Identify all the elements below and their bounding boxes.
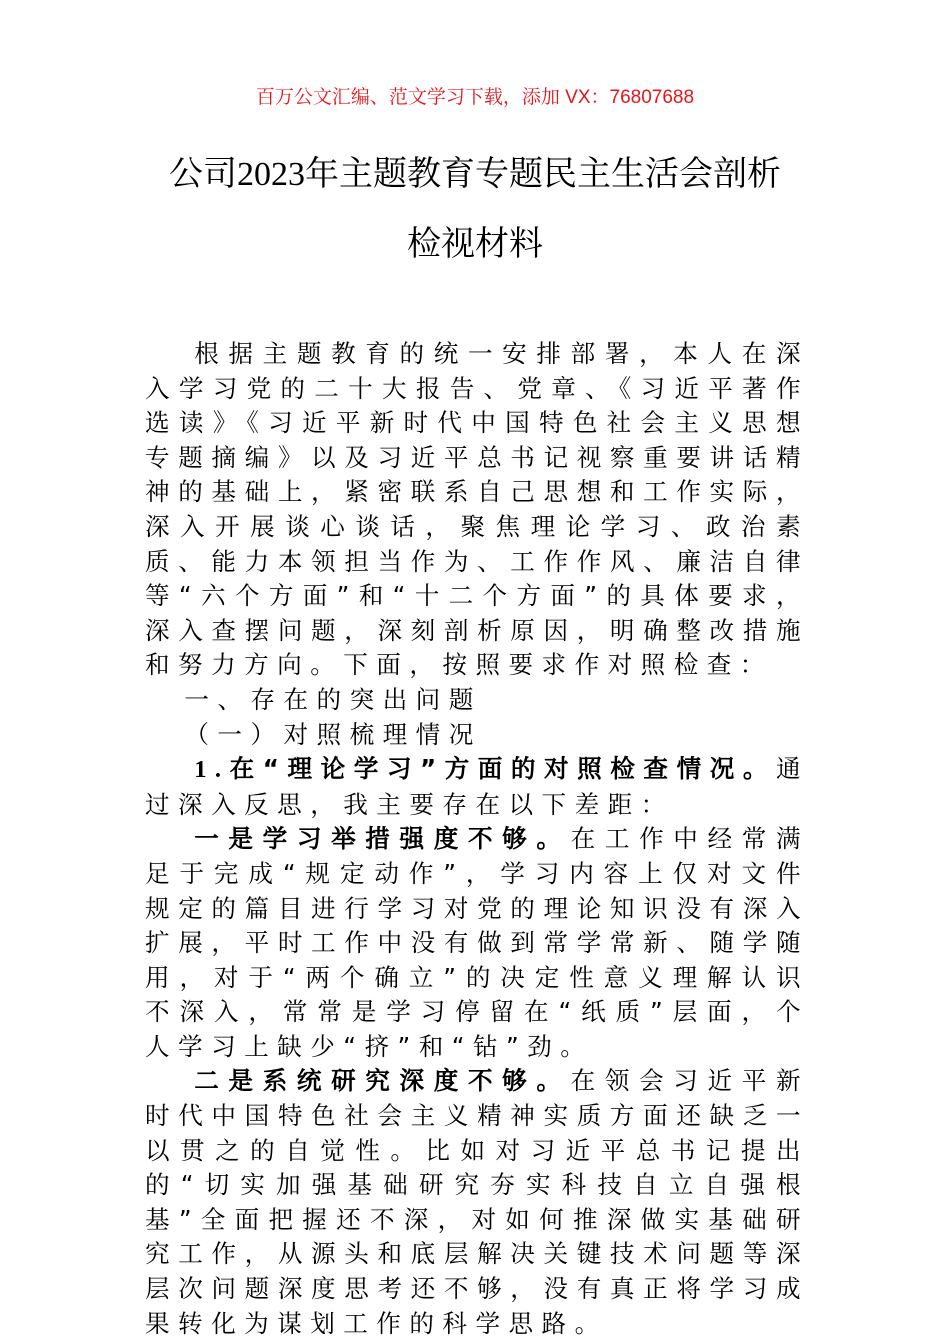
section-1-paragraph xyxy=(145,752,809,822)
section-text: 通过深入反思，我主要存在以下差距： xyxy=(145,754,809,819)
point-2-paragraph xyxy=(145,1064,809,1341)
document-body xyxy=(145,337,809,1341)
point-1-paragraph xyxy=(145,822,809,1064)
heading-level-2: （一）对照梳理情况 xyxy=(184,719,482,749)
document-title-line-2: 检视材料 xyxy=(407,224,543,264)
watermark-banner: 百万公文汇编、范文学习下载，添加 VX：76807688 xyxy=(255,87,695,108)
document-title-line-1 xyxy=(0,152,950,197)
point-1-bold-title: 一是学习举措强度不够。 xyxy=(194,824,571,854)
heading-level-1: 一、存在的突出问题 xyxy=(184,684,482,714)
point-1-text: 在工作中经常满足于完成“规定动作”，学习内容上仅对文件规定的篇目进行学习对党的理论知识没有深入扩展，平时工作中没有做到常学常新、随学随用，对于“两个确立”的决定性意义理解认识不深入，常常是学习停留在“纸质”层面，个人学习上缺少“挤”和“钻”劲。 xyxy=(145,824,809,1061)
title-year: 2023 xyxy=(237,156,305,193)
title-suffix: 年主题教育专题民主生活会剖析 xyxy=(305,154,781,194)
title-prefix: 公司 xyxy=(169,154,237,194)
point-2-text: 在领会习近平新时代中国特色社会主义精神实质方面还缺乏一以贯之的自觉性。比如对习近平总书记提出的“切实加强基础研究夯实科技自立自强根基”全面把握还不深，对如何推深做实基础研究工作，从源头和底层解决关键技术问题等深层次问题深度思考还不够，没有真正将学习成果转化为谋划工作的科学思路。 xyxy=(145,1066,809,1338)
intro-paragraph: 根据主题教育的统一安排部署，本人在深入学习党的二十大报告、党章、《习近平著作选读》《习近平新时代中国特色社会主义思想专题摘编》以及习近平总书记视察重要讲话精神的基础上，紧密联系自己思想和工作实际，深入开展谈心谈话，聚焦理论学习、政治素质、能力本领担当作为、工作作风、廉洁自律等“六个方面”和“十二个方面”的具体要求，深入查摆问题，深刻剖析原因，明确整改措施和努力方向。下面，按照要求作对照检查： xyxy=(145,339,809,680)
section-number: 1. xyxy=(194,756,230,784)
point-2-bold-title: 二是系统研究深度不够。 xyxy=(194,1066,571,1096)
section-bold-title: 在“理论学习”方面的对照检查情况。 xyxy=(229,754,776,784)
